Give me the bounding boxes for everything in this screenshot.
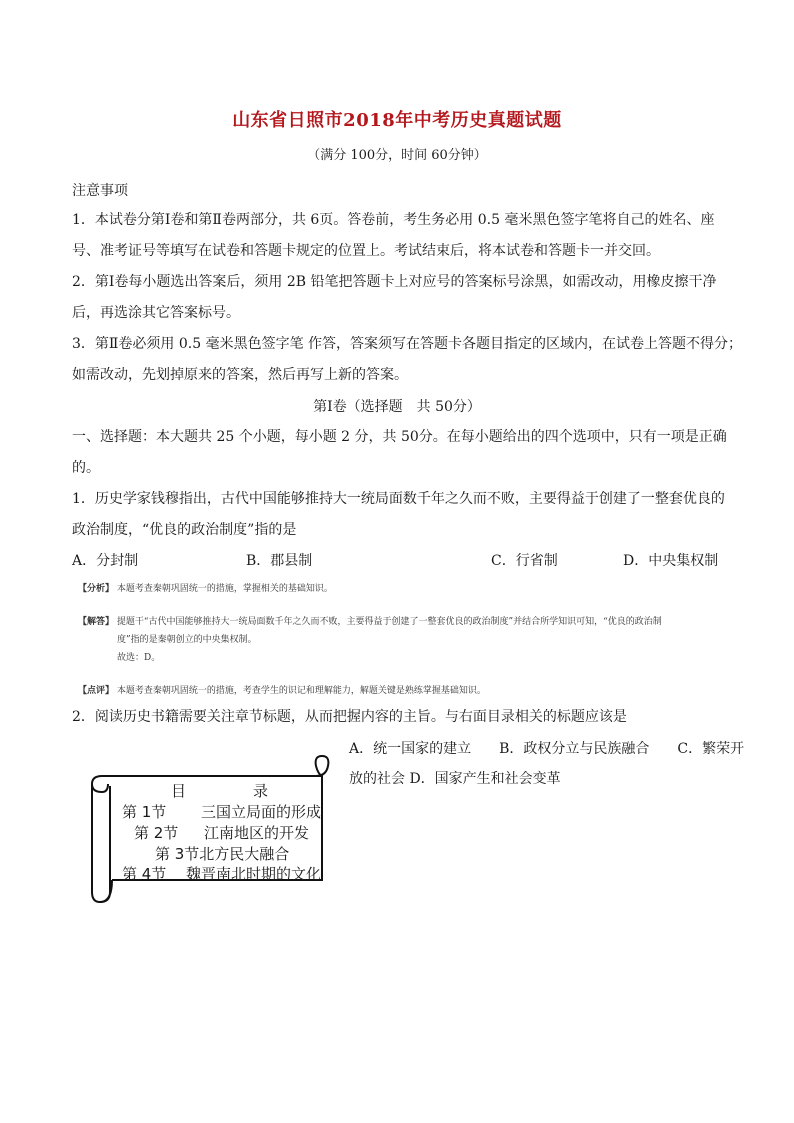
analysis-text: 本题考查秦朝巩固统一的措施，掌握相关的基础知识。 [116,584,333,594]
q2-options-line: A．统一国家的建立 B．政权分立与民族融合 C．繁荣开 [349,741,745,757]
q1-option-b: B．郡县制 [246,553,313,569]
comment-label: 【点评】 [78,686,115,696]
scroll-heading-left: 目 [171,782,187,800]
answer-text: 故选：D。 [117,653,161,663]
question-1-stem: 1．历史学家钱穆指出，古代中国能够推持大一统局面数千年之久而不败，主要得益于创建了一整套优良的 [72,491,725,507]
comment-text: 本题考查秦朝巩固统一的措施，考查学生的识记和理解能力，解题关键是熟练掌握基础知识。 [116,686,486,696]
question-1-stem: 政治制度，“优良的政治制度”指的是 [72,522,297,538]
section-heading: 第Ⅰ卷（选择题 共 50分） [313,399,481,415]
question-2-stem: 2．阅读历史书籍需要关注章节标题，从而把握内容的主旨。与右面目录相关的标题应该是 [72,709,627,725]
q1-option-d: D．中央集权制 [623,553,719,569]
toc-row-title: 魏晋南北时期的文化 [186,865,322,883]
toc-row-number: 第 3节北方民大融合 [155,845,290,863]
toc-row-number: 第 2节 [134,824,179,842]
q1-analysis [78,581,333,594]
notice-line: 号、准考证号等填写在试卷和答题卡规定的位置上。考试结束后，将本试卷和答题卡一并交回。 [72,243,660,259]
analysis-label: 【分析】 [78,584,115,594]
q1-answer [78,614,662,627]
notice-heading: 注意事项 [72,183,128,199]
notice-line: 后，再选涂其它答案标号。 [72,305,240,321]
toc-row-number: 第 1节 [122,803,167,821]
answer-text: 提题干“古代中国能够推持大一统局面数千年之久而不败，主要得益于创建了一整套优良的政治制度”并结合所学知识可知，“优良的政治制 [116,617,662,627]
section-intro-line: 的。 [72,460,100,476]
page-title: 山东省日照市2018年中考历史真题试题 [232,110,562,131]
q1-option-c: C．行省制 [491,553,558,569]
notice-line: 2．第Ⅰ卷每小题选出答案后，须用 2B 铅笔把答题卡上对应号的答案标号涂黑，如需改动，用橡皮擦干净 [72,274,717,290]
answer-label: 【解答】 [78,617,115,627]
q2-options-line: 放的社会 D．国家产生和社会变革 [349,771,561,787]
section-intro-line: 一、选择题：本大题共 25 个小题，每小题 2 分，共 50分。在每小题给出的四个选项中，只有一项是正确 [72,429,727,445]
toc-row-title: 三国立局面的形成 [201,803,322,821]
toc-row-title: 江南地区的开发 [204,824,310,842]
q1-comment [78,683,486,696]
scroll-heading-right: 录 [253,782,269,800]
q1-option-a: A．分封制 [72,553,139,569]
score-time-note: （满分 100分，时间 60分钟） [307,148,487,163]
notice-line: 如需改动，先划掉原来的答案，然后再写上新的答案。 [72,367,408,383]
notice-line: 1．本试卷分第Ⅰ卷和第Ⅱ卷两部分，共 6页。答卷前，考生务必用 0.5 毫米黑色签字笔将自己的姓名、座 [72,212,715,228]
answer-text: 度”指的是秦朝创立的中央集权制。 [117,635,257,645]
toc-row-number: 第 4节 [122,865,167,883]
notice-line: 3．第Ⅱ卷必须用 0.5 毫米黑色签字笔 作答，答案须写在答题卡各题目指定的区域内，在试卷上答题不得分； [72,336,743,352]
